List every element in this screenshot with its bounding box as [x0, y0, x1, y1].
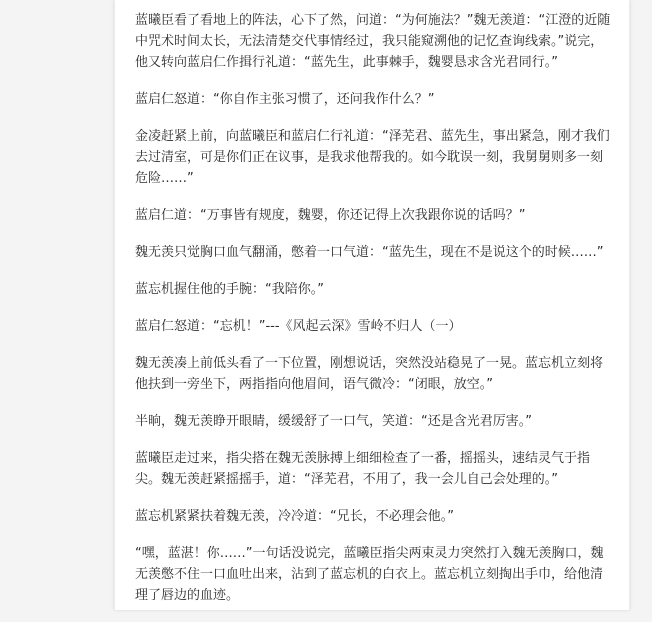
paragraph: 蓝启仁怒道：“你自作主张习惯了，还问我作什么？”: [135, 92, 435, 107]
paragraph: 蓝忘机握住他的手腕：“我陪你。”: [135, 282, 324, 297]
paragraph: 魏无羡凑上前低头看了一下位置，刚想说话，突然没站稳晃了一晃。蓝忘机立刻将他扶到一旁坐下，两指指向他眉间，语气微冷：“闭眼，放空。”: [135, 356, 604, 392]
paragraph: 蓝曦臣走过来，指尖搭在魏无羡脉搏上细细检查了一番，摇摇头，速结灵气于指尖。魏无羡赶紧摇摇手，道：“泽芜君，不用了，我一会儿自己会处理的。”: [135, 451, 591, 487]
paragraph: “嘿，蓝湛！你……”一句话没说完，蓝曦臣指尖两束灵力突然打入魏无羡胸口，魏无羡憋不住一口血吐出来，沾到了蓝忘机的白衣上。蓝忘机立刻掏出手巾，给他清理了唇边的血迹。: [135, 546, 604, 603]
paragraph: 蓝忘机紧紧扶着魏无羡，冷冷道：“兄长，不必理会他。”: [135, 509, 454, 524]
paragraph: 蓝启仁道：“万事皆有规度，魏婴，你还记得上次我跟你说的话吗？”: [135, 208, 526, 223]
paragraph: 半晌，魏无羡睁开眼睛，缓缓舒了一口气，笑道：“还是含光君厉害。”: [135, 414, 532, 429]
document-page: [114, 0, 630, 610]
paragraph: 魏无羡只觉胸口血气翻涌，憋着一口气道：“蓝先生，现在不是说这个的时候……”: [135, 245, 604, 260]
document-content: [135, 10, 611, 622]
paragraph: 金凌赶紧上前，向蓝曦臣和蓝启仁行礼道：“泽芜君、蓝先生，事出紧急，刚才我们去过清室，可是你们正在议事，是我求他帮我的。如今耽误一刻，我舅舅则多一刻危险……”: [135, 129, 610, 186]
paragraph: 蓝曦臣看了看地上的阵法，心下了然，问道：“为何施法？”魏无羡道：“江澄的近随中咒术时间太长，无法清楚交代事情经过，我只能窥溯他的记忆查询线索。”说完，他又转向蓝启仁作揖行礼道：“蓝先生，此事棘手，魏婴恳求含光君同行。”: [135, 13, 611, 70]
paragraph: 蓝启仁怒道：“忘机！”---《风起云深》雪岭不归人（一）: [135, 319, 462, 334]
